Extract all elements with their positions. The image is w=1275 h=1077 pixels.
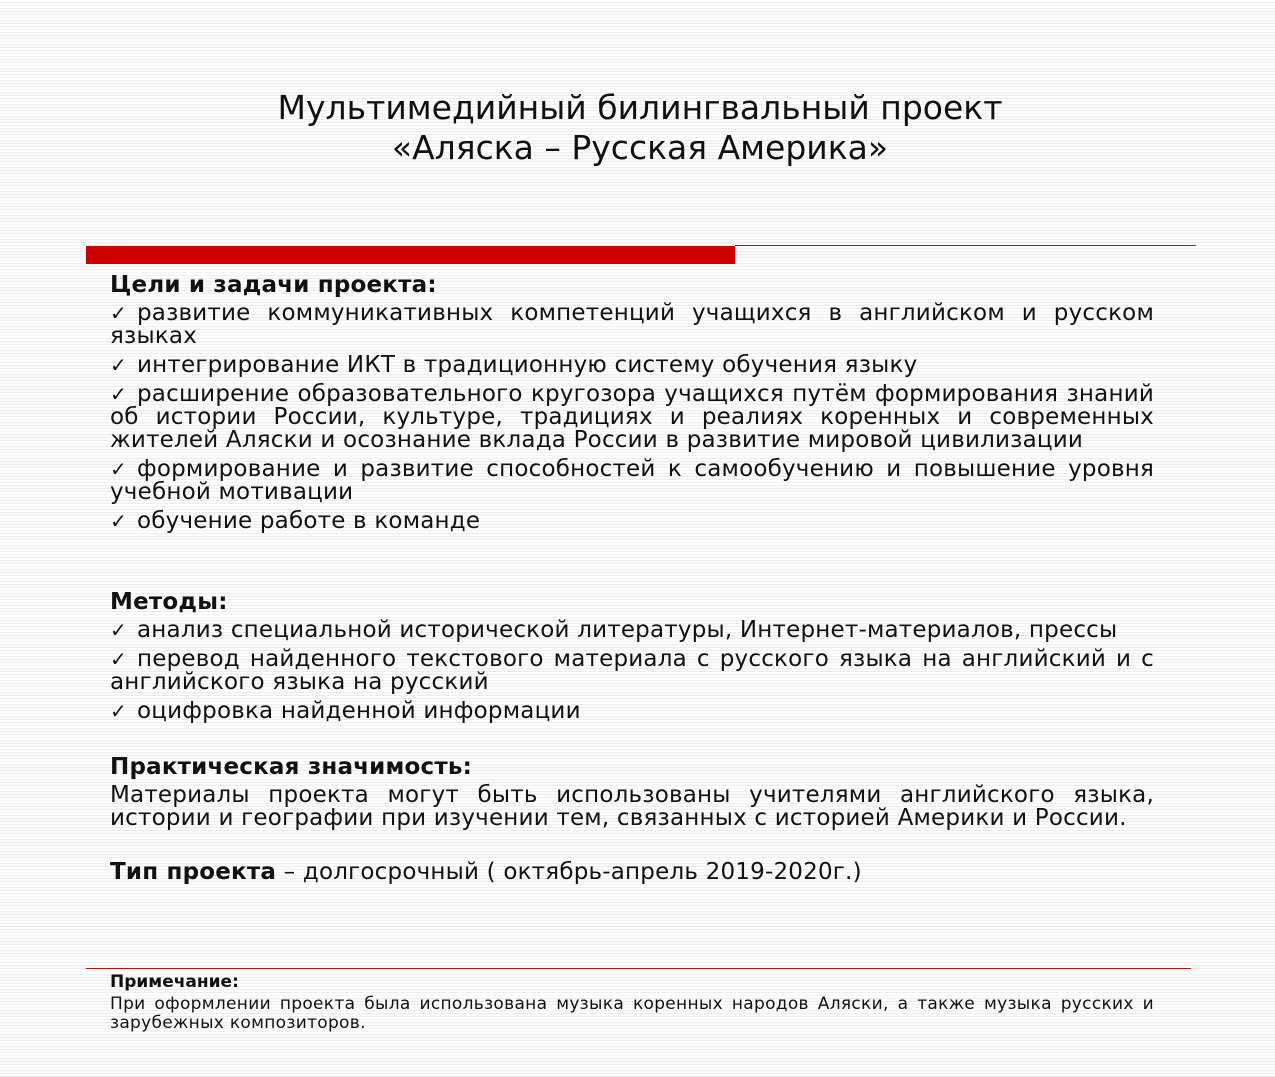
list-item: ✓ формирование и развитие способностей к самообучению и повышение уровня учебной мотивации: [110, 458, 1154, 504]
list-item: ✓ интегрирование ИКТ в традиционную систему обучения языку: [110, 354, 1154, 377]
title-line-1: Мультимедийный билингвальный проект: [277, 88, 1003, 127]
list-item: ✓ обучение работе в команде: [110, 510, 1154, 533]
top-divider-line: [735, 245, 1196, 246]
practical-heading: Практическая значимость:: [110, 754, 473, 780]
list-item: ✓ перевод найденного текстового материала с русского языка на английский и с английского языка на русский: [110, 648, 1154, 694]
goals-list: [110, 302, 1154, 533]
note-text: При оформлении проекта была использована музыка коренных народов Аляски, а также музыка русских и зарубежных композиторов.: [110, 994, 1154, 1033]
title-line-2: «Аляска – Русская Америка»: [391, 128, 889, 167]
list-item: ✓ расширение образовательного кругозора учащихся путём формирования знаний об истории России, культуре, традициях и реалиях коренных и современных жителей Аляски и осознание вклада России в развитие мировой цивилизации: [110, 383, 1154, 452]
bottom-divider-line: [86, 968, 1191, 969]
project-type: [110, 858, 1154, 887]
list-item: ✓ оцифровка найденной информации: [110, 700, 1154, 723]
project-type-value: – долгосрочный ( октябрь-апрель 2019-2020г.): [276, 859, 862, 885]
spacer: [110, 723, 1154, 753]
note-heading: Примечание:: [110, 972, 239, 992]
spacer: [110, 830, 1154, 858]
list-item: ✓ анализ специальной исторической литературы, Интернет-материалов, прессы: [110, 619, 1154, 642]
footnote: [110, 973, 1154, 1033]
slide-body: [110, 271, 1154, 887]
project-type-label: Тип проекта: [110, 859, 277, 885]
practical-text: Материалы проекта могут быть использованы учителями английского языка, истории и географии при изучении тем, связанных с историей Америки и России.: [110, 782, 1154, 831]
methods-list: [110, 619, 1154, 723]
goals-heading: Цели и задачи проекта:: [110, 272, 437, 298]
spacer: [110, 533, 1154, 588]
methods-heading: Методы:: [110, 589, 228, 615]
accent-bar: [86, 246, 735, 264]
list-item: ✓ развитие коммуникативных компетенций учащихся в английском и русском языках: [110, 302, 1154, 348]
slide-title: [0, 88, 1275, 168]
